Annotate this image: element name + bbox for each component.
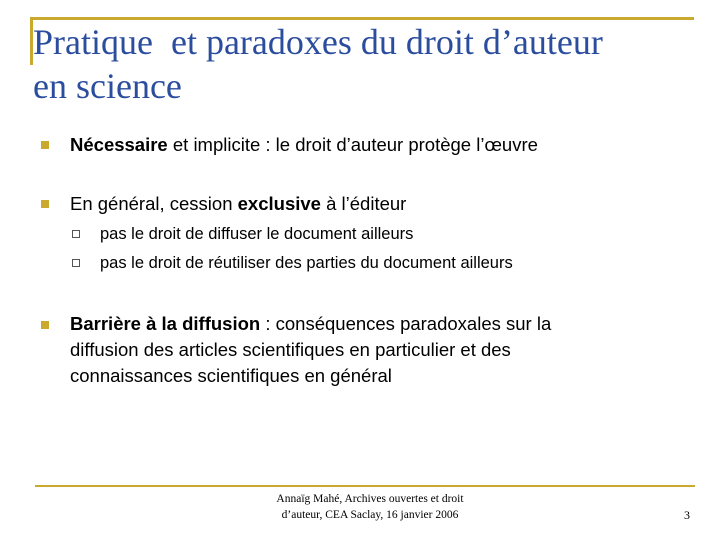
footer-line-1: Annaïg Mahé, Archives ouvertes et droit: [276, 493, 464, 505]
bullet-1: [70, 132, 538, 158]
bullet-1-bold: Nécessaire: [70, 134, 168, 155]
sub-item-2: pas le droit de réutiliser des parties du document ailleurs: [100, 254, 513, 272]
bullet-3-text-line-3: connaissances scientifiques en général: [70, 365, 392, 386]
slide-title: [33, 20, 693, 108]
bullet-3-bold: Barrière à la diffusion: [70, 313, 261, 334]
bullet-2-text: à l’éditeur: [320, 193, 407, 214]
bullet-square-icon: [41, 200, 49, 208]
footer-line-2: d’auteur, CEA Saclay, 16 janvier 2006: [281, 509, 459, 521]
page-number: 3: [684, 508, 690, 522]
bullet-3: [70, 311, 670, 389]
footer-divider: [35, 485, 695, 487]
footer-text: [210, 491, 530, 523]
bullet-square-icon: [41, 141, 49, 149]
bullet-3-text-line-1: : conséquences paradoxales sur la: [260, 313, 552, 334]
sub-item-1: pas le droit de diffuser le document ailleurs: [100, 225, 414, 243]
title-line-2: en science: [33, 66, 182, 106]
sub-bullet-icon: [72, 259, 80, 267]
bullet-2: [70, 191, 406, 217]
bullet-1-text: et implicite : le droit d’auteur protège l’œuvre: [167, 134, 538, 155]
bullet-2-bold: exclusive: [237, 193, 321, 214]
bullet-3-text-line-2: diffusion des articles scientifiques en particulier et des: [70, 339, 511, 360]
title-line-1: Pratique et paradoxes du droit d’auteur: [33, 22, 603, 62]
bullet-2-pre: En général, cession: [70, 193, 238, 214]
bullet-square-icon: [41, 321, 49, 329]
sub-bullet-icon: [72, 230, 80, 238]
